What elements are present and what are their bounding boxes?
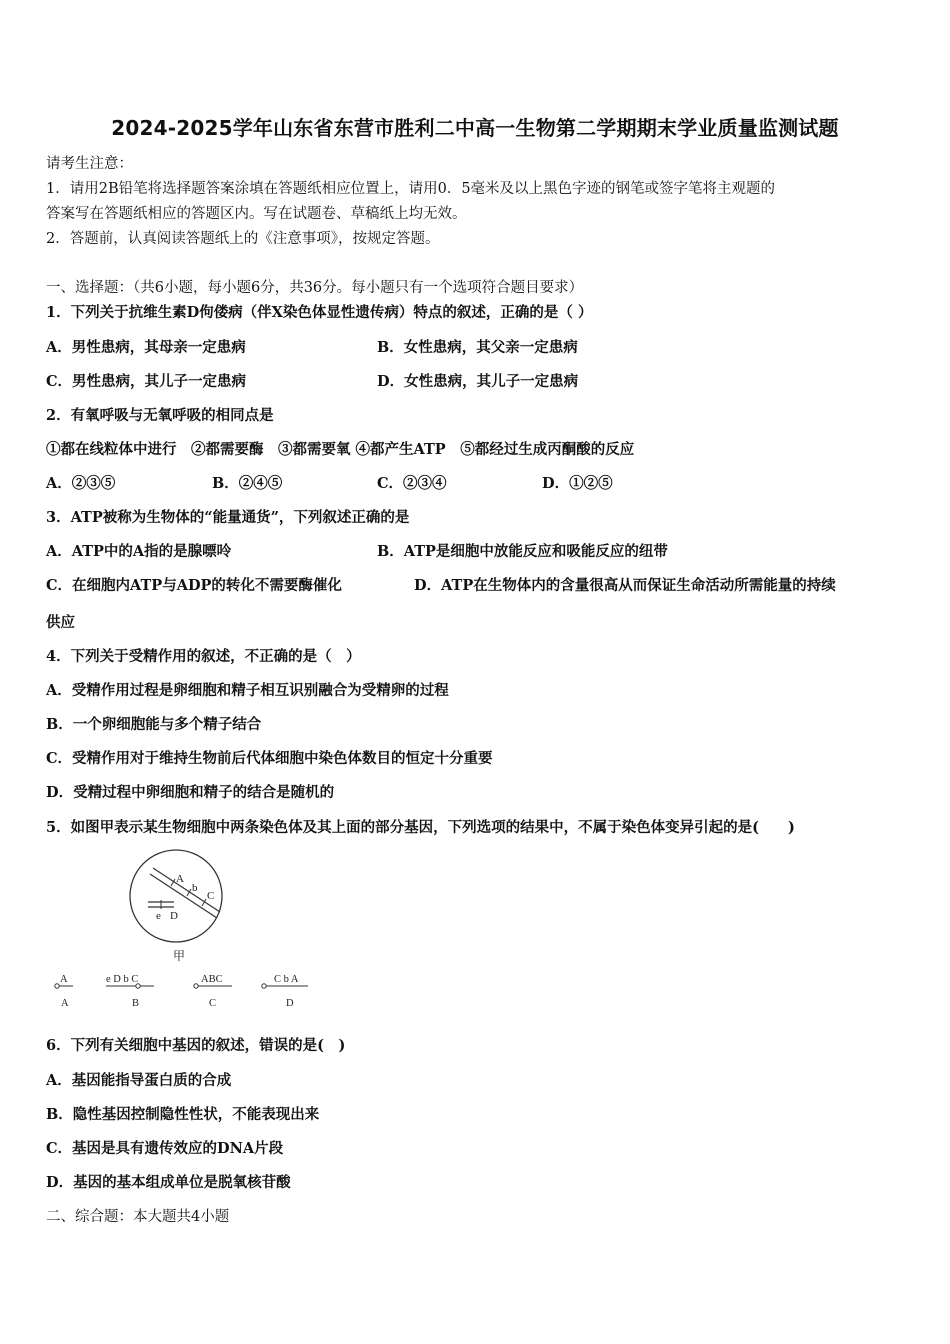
option-b-genes: e D b C xyxy=(106,974,139,985)
q2-option-a: A．②③⑤ xyxy=(46,475,116,492)
q5-stem: 5．如图甲表示某生物细胞中两条染色体及其上面的部分基因，下列选项的结果中，不属于染色体变异引起的是( ) xyxy=(46,819,795,836)
notice-item-1-line-2: 答案写在答题纸相应的答题区内。写在试题卷、草稿纸上均无效。 xyxy=(46,206,467,222)
option-a-label: A xyxy=(61,998,69,1009)
q3-option-b: B．ATP是细胞中放能反应和吸能反应的纽带 xyxy=(377,543,668,560)
q6-stem: 6．下列有关细胞中基因的叙述，错误的是( ) xyxy=(46,1037,346,1054)
q1-option-d: D．女性患病，其儿子一定患病 xyxy=(377,373,579,390)
cell-gene-b: b xyxy=(192,882,198,894)
option-d-label: D xyxy=(286,998,294,1009)
q6-option-c: C．基因是具有遗传效应的DNA片段 xyxy=(46,1140,284,1157)
option-d-centromere xyxy=(262,984,266,988)
section-2-heading: 二、综合题：本大题共4小题 xyxy=(46,1209,230,1225)
q2-option-c: C．②③④ xyxy=(377,475,447,492)
notice-item-2: 2．答题前，认真阅读答题纸上的《注意事项》，按规定答题。 xyxy=(46,231,440,247)
q1-option-a: A．男性患病，其母亲一定患病 xyxy=(46,339,246,356)
option-d-genes: C b A xyxy=(274,974,299,985)
q3-option-c: C．在细胞内ATP与ADP的转化不需要酶催化 xyxy=(46,577,342,594)
q4-option-a: A．受精作用过程是卵细胞和精子相互识别融合为受精卵的过程 xyxy=(46,682,449,699)
option-c-genes: ABC xyxy=(201,974,223,985)
cell-gene-c: C xyxy=(207,890,215,902)
cell-gene-d: D xyxy=(170,910,178,922)
page-title: 2024-2025学年山东省东营市胜利二中高一生物第二学期期末学业质量监测试题 xyxy=(111,116,839,140)
option-a-centromere xyxy=(55,984,59,988)
q4-option-d: D．受精过程中卵细胞和精子的结合是随机的 xyxy=(46,784,335,801)
option-c-centromere xyxy=(194,984,198,988)
cell-gene-a: A xyxy=(176,873,184,885)
q1-option-b: B．女性患病，其父亲一定患病 xyxy=(377,339,578,356)
q3-option-d-line-1: D．ATP在生物体内的含量很高从而保证生命活动所需能量的持续 xyxy=(414,577,836,594)
q2-option-d: D．①②⑤ xyxy=(542,475,613,492)
q3-stem: 3．ATP被称为生物体的“能量通货”，下列叙述正确的是 xyxy=(46,509,410,526)
q1-option-c: C．男性患病，其儿子一定患病 xyxy=(46,373,247,390)
q6-option-a: A．基因能指导蛋白质的合成 xyxy=(46,1072,232,1089)
option-c-label: C xyxy=(209,998,217,1009)
q6-option-b: B．隐性基因控制隐性性状，不能表现出来 xyxy=(46,1106,320,1123)
section-1-heading: 一、选择题：（共6小题，每小题6分，共36分。每小题只有一个选项符合题目要求） xyxy=(46,280,584,296)
q6-option-d: D．基因的基本组成单位是脱氧核苷酸 xyxy=(46,1174,291,1191)
cell-gene-e: e xyxy=(156,910,161,922)
cell-caption: 甲 xyxy=(173,949,186,963)
option-b-label: B xyxy=(132,998,140,1009)
q5-chromosome-figure xyxy=(40,848,330,1018)
notice-heading: 请考生注意： xyxy=(46,156,133,172)
q4-option-c: C．受精作用对于维持生物前后代体细胞中染色体数目的恒定十分重要 xyxy=(46,750,493,767)
q2-items: ①都在线粒体中进行 ②都需要酶 ③都需要氧 ④都产生ATP ⑤都经过生成丙酮酸的反应 xyxy=(46,441,635,458)
q2-option-b: B．②④⑤ xyxy=(212,475,283,492)
q3-option-a: A．ATP中的A指的是腺嘌呤 xyxy=(46,543,232,560)
notice-item-1-line-1: 1．请用2B铅笔将选择题答案涂填在答题纸相应位置上，请用0．5毫米及以上黑色字迹的钢笔或签字笔将主观题的 xyxy=(46,181,776,197)
q2-stem: 2．有氧呼吸与无氧呼吸的相同点是 xyxy=(46,407,274,424)
q4-stem: 4．下列关于受精作用的叙述，不正确的是（ ） xyxy=(46,648,361,665)
q3-option-d-line-2: 供应 xyxy=(46,614,75,631)
q4-option-b: B．一个卵细胞能与多个精子结合 xyxy=(46,716,262,733)
q1-stem: 1．下列关于抗维生素D佝偻病（伴X染色体显性遗传病）特点的叙述，正确的是（ ） xyxy=(46,304,593,321)
option-a-genes: A xyxy=(60,974,68,985)
